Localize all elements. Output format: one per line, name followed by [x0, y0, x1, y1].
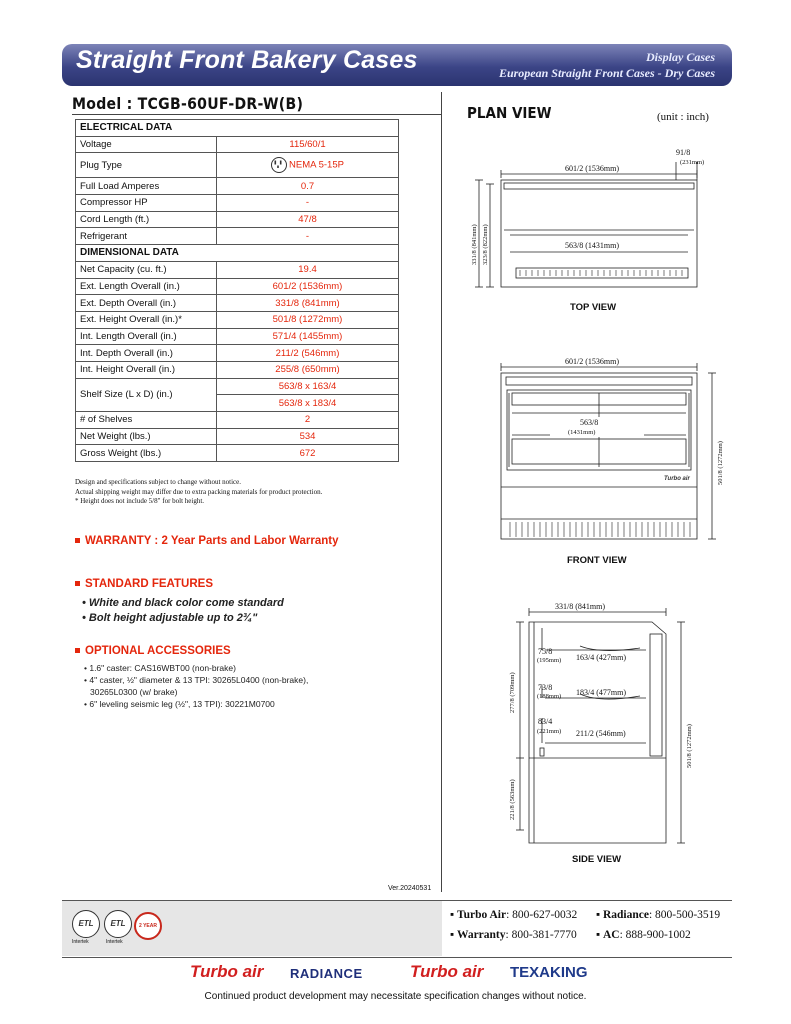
- bullet-icon: [75, 538, 80, 543]
- disclaimer: Continued product development may necessitate specification changes without notice.: [204, 991, 587, 1002]
- dimension-label: 91/8: [676, 148, 691, 157]
- etl-sanitation-icon: ETL: [104, 910, 132, 938]
- plug-icon: [271, 157, 287, 173]
- row-value: 331/8 (841mm): [217, 295, 399, 312]
- cert-label: Intertek: [106, 939, 123, 945]
- contact-name: AC: [602, 929, 620, 941]
- dimension-label: (195mm): [537, 657, 562, 664]
- row-value: 501/8 (1272mm): [217, 311, 399, 328]
- plan-view-title: PLAN VIEW: [467, 104, 552, 122]
- contact-turbo: ▪ Turbo Air: 800-627-0032: [450, 909, 578, 921]
- brand-texaking-logo: TEXAKING: [510, 964, 588, 981]
- optional-accessories-heading: [75, 645, 231, 657]
- dimension-label: 563/8: [580, 418, 599, 427]
- dimension-label: (1431mm): [568, 429, 596, 436]
- dimension-label: 601/2 (1536mm): [565, 164, 619, 173]
- dimension-label: 75/8: [538, 647, 553, 656]
- row-label: Plug Type: [76, 153, 217, 178]
- unit-label: (unit : inch): [657, 111, 709, 123]
- row-label: Ext. Depth Overall (in.): [76, 295, 217, 312]
- standard-features-heading: [75, 578, 213, 590]
- dimension-label: 73/8: [538, 683, 553, 692]
- row-label: # of Shelves: [76, 412, 217, 429]
- side-view-drawing: [500, 598, 730, 850]
- divider: [72, 114, 442, 115]
- dimension-label: 163/4 (427mm): [576, 653, 626, 662]
- row-label: Cord Length (ft.): [76, 211, 217, 228]
- bullet-icon: [75, 581, 80, 586]
- row-value: 571/4 (1455mm): [217, 328, 399, 345]
- note-line: Actual shipping weight may differ due to extra packing materials for product protection.: [75, 487, 323, 496]
- dimension-label: (221mm): [537, 728, 562, 735]
- row-value: 115/60/1: [217, 136, 399, 153]
- note-line: Design and specifications subject to change without notice.: [75, 478, 242, 486]
- dimension-label: 601/2 (1536mm): [565, 357, 619, 366]
- page-title: Straight Front Bakery Cases: [76, 46, 418, 74]
- note-line: * Height does not include 5/8" for bolt height.: [75, 497, 205, 505]
- contact-phone: : 800-381-7770: [505, 929, 577, 941]
- row-label: Full Load Amperes: [76, 178, 217, 195]
- dimension-label: (231mm): [680, 159, 705, 166]
- version-label: Ver.20240531: [388, 885, 432, 892]
- dimension-label: 221/8 (563mm): [509, 779, 516, 820]
- brand-turbo-air-logo: Turbo air: [410, 962, 484, 981]
- category-label: Display Cases: [646, 50, 715, 64]
- warranty-heading: [75, 535, 339, 547]
- notes: [75, 478, 415, 507]
- accessory-item: • 6" leveling seismic leg (½", 13 TPI): 30221M0700: [84, 699, 275, 709]
- row-value: 47/8: [217, 211, 399, 228]
- contact-phone: : 888-900-1002: [619, 929, 691, 941]
- section-header: DIMENSIONAL DATA: [76, 245, 399, 262]
- row-label: Int. Length Overall (in.): [76, 328, 217, 345]
- row-value: 601/2 (1536mm): [217, 278, 399, 295]
- accessory-item: • 1.6" caster: CAS16WBT00 (non-brake): [84, 663, 236, 673]
- warranty-badge-icon: [134, 912, 162, 940]
- etl-cert-icon: ETL: [72, 910, 100, 938]
- feature-item: • Bolt height adjustable up to 2¾": [82, 612, 258, 624]
- dimension-label: 331/8 (841mm): [471, 224, 478, 265]
- dimension-label: (188mm): [537, 693, 562, 700]
- contact-radiance: ▪ Radiance: 800-500-3519: [596, 909, 721, 921]
- row-label: Int. Depth Overall (in.): [76, 345, 217, 362]
- front-view-caption: FRONT VIEW: [567, 555, 627, 566]
- brand-radiance-logo: RADIANCE: [290, 966, 363, 981]
- dimension-label: 83/4: [538, 717, 553, 726]
- dimension-label: 277/8 (709mm): [509, 672, 516, 713]
- row-value: 255/8 (650mm): [217, 361, 399, 378]
- brand-turbo-air-logo: Turbo air: [190, 962, 264, 981]
- dimension-label: 323/8 (822mm): [482, 224, 489, 265]
- badge-text: 2 YEAR: [139, 923, 157, 929]
- contact-ac: ▪ AC: 888-900-1002: [596, 929, 691, 941]
- accessory-item: 30265L0300 (w/ brake): [90, 687, 178, 697]
- top-view-drawing: [450, 140, 740, 300]
- row-value: 563/8 x 183/4: [217, 395, 399, 412]
- row-value: 0.7: [217, 178, 399, 195]
- contact-name: Turbo Air: [456, 909, 507, 921]
- warranty-text: WARRANTY : 2 Year Parts and Labor Warranty: [85, 535, 339, 547]
- accessory-item: • 4" caster, ½" diameter & 13 TPI: 30265L0400 (non-brake),: [84, 675, 309, 685]
- row-value: 211/2 (546mm): [217, 345, 399, 362]
- top-view-caption: TOP VIEW: [570, 302, 617, 313]
- dimension-label: 183/4 (477mm): [576, 688, 626, 697]
- cert-label: Intertek: [72, 939, 89, 945]
- row-label: Ext. Length Overall (in.): [76, 278, 217, 295]
- row-label: Compressor HP: [76, 195, 217, 212]
- row-value: 2: [217, 412, 399, 429]
- column-divider: [441, 92, 442, 892]
- dimension-label: 501/8 (1272mm): [717, 441, 724, 485]
- dimension-label: 563/8 (1431mm): [565, 241, 619, 250]
- row-label: Voltage: [76, 136, 217, 153]
- row-label: Shelf Size (L x D) (in.): [76, 378, 217, 411]
- contact-name: Warranty: [456, 929, 506, 941]
- dimension-label: 211/2 (546mm): [576, 729, 626, 738]
- row-label: Gross Weight (lbs.): [76, 445, 217, 462]
- dimension-label: 501/8 (1272mm): [686, 724, 693, 768]
- standard-features-title: STANDARD FEATURES: [85, 578, 213, 590]
- contact-phone: : 800-500-3519: [648, 909, 721, 921]
- model-number: Model : TCGB-60UF-DR-W(B): [72, 94, 304, 113]
- row-value: NEMA 5-15P: [289, 159, 344, 171]
- row-label: Net Weight (lbs.): [76, 428, 217, 445]
- optional-accessories-title: OPTIONAL ACCESSORIES: [85, 645, 231, 657]
- row-value: -: [217, 195, 399, 212]
- contact-warranty: ▪ Warranty: 800-381-7770: [450, 929, 577, 941]
- subcategory-label: European Straight Front Cases - Dry Cases: [498, 66, 715, 80]
- side-view-caption: SIDE VIEW: [572, 854, 622, 865]
- accessory-list: [84, 662, 308, 710]
- spec-table: [75, 119, 399, 462]
- row-value: 534: [217, 428, 399, 445]
- row-label: Net Capacity (cu. ft.): [76, 261, 217, 278]
- row-value: -: [217, 228, 399, 245]
- row-label: Ext. Height Overall (in.)*: [76, 311, 217, 328]
- row-value: 672: [217, 445, 399, 462]
- row-label: Int. Height Overall (in.): [76, 361, 217, 378]
- front-view-drawing: [450, 355, 740, 550]
- section-header: ELECTRICAL DATA: [76, 120, 399, 137]
- row-value: 19.4: [217, 261, 399, 278]
- row-label: Refrigerant: [76, 228, 217, 245]
- bullet-icon: [75, 648, 80, 653]
- contact-phone: : 800-627-0032: [506, 909, 578, 921]
- feature-item: • White and black color come standard: [82, 597, 284, 609]
- logo-mark: Turbo air: [664, 476, 690, 482]
- dimension-label: 331/8 (841mm): [555, 602, 605, 611]
- row-value: 563/8 x 163/4: [217, 378, 399, 395]
- contact-name: Radiance: [602, 909, 649, 921]
